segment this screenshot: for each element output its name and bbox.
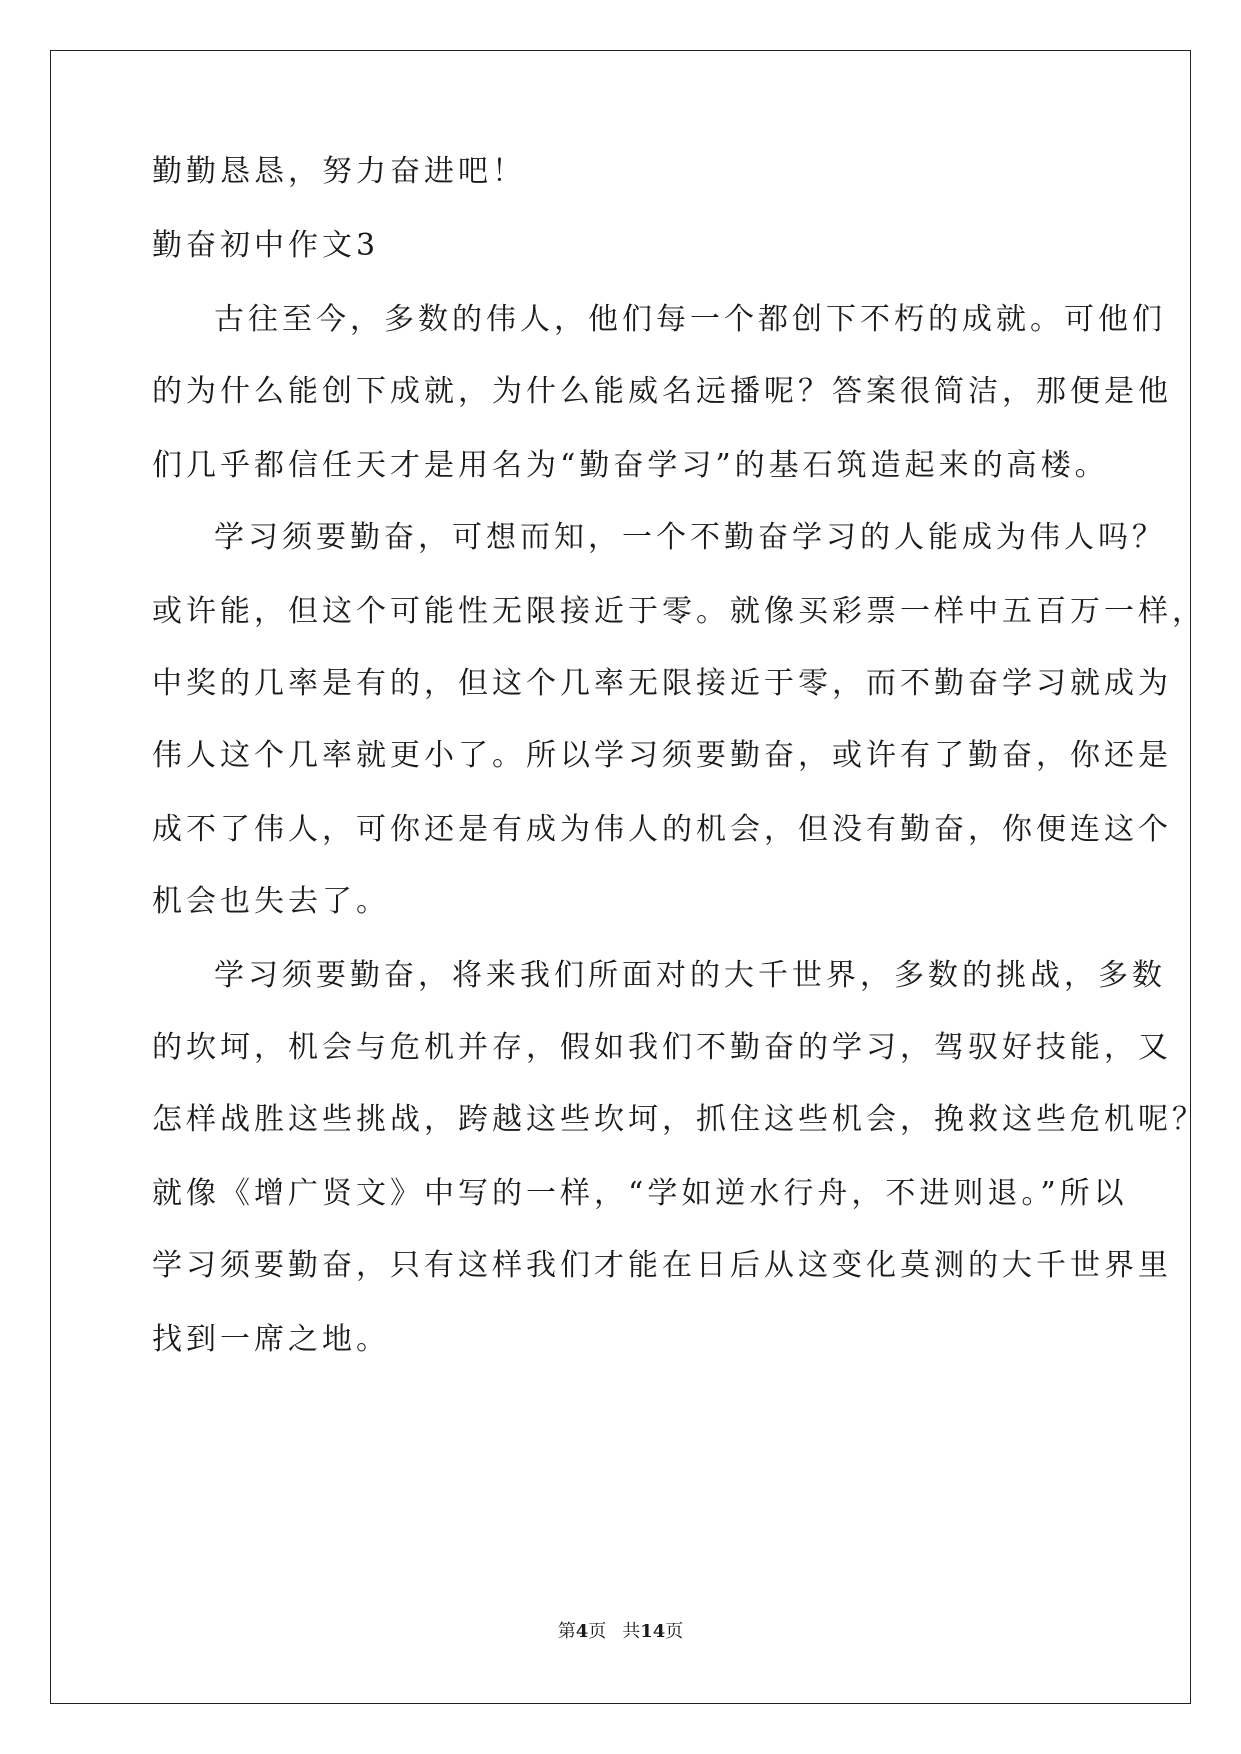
text-line: 找到一席之地。 [152, 1322, 390, 1357]
text-line: 中奖的几率是有的，但这个几率无限接近于零，而不勤奋学习就成为 [152, 666, 1172, 701]
text-line: 学习须要勤奋，只有这样我们才能在日后从这变化莫测的大千世界里 [152, 1248, 1172, 1283]
page-prefix: 第 [557, 1621, 576, 1642]
text-line: 学习须要勤奋，可想而知，一个不勤奋学习的人能成为伟人吗？ [214, 520, 1166, 555]
page-footer [0, 1620, 1241, 1644]
total-pages: 14 [640, 1621, 666, 1642]
page-frame [50, 50, 1191, 1704]
text-line: 怎样战胜这些挑战，跨越这些坎坷，抓住这些机会，挽救这些危机呢？ [152, 1102, 1206, 1137]
section-heading: 勤奋初中作文3 [152, 228, 380, 263]
text-line: 就像《增广贤文》中写的一样，“学如逆水行舟，不进则退。”所以 [152, 1176, 1128, 1211]
text-line: 机会也失去了。 [152, 884, 390, 919]
text-line: 勤勤恳恳，努力奋进吧！ [152, 154, 526, 189]
text-line: 学习须要勤奋，将来我们所面对的大千世界，多数的挑战，多数 [214, 958, 1166, 993]
text-line: 的为什么能创下成就，为什么能威名远播呢？答案很简洁，那便是他 [152, 374, 1172, 409]
text-line: 成不了伟人，可你还是有成为伟人的机会，但没有勤奋，你便连这个 [152, 812, 1172, 847]
page-suffix: 页 [588, 1621, 607, 1642]
text-line: 古往至今，多数的伟人，他们每一个都创下不朽的成就。可他们 [214, 302, 1166, 337]
total-prefix: 共 [622, 1621, 641, 1642]
text-line: 或许能，但这个可能性无限接近于零。就像买彩票一样中五百万一样， [152, 594, 1206, 629]
text-line: 伟人这个几率就更小了。所以学习须要勤奋，或许有了勤奋，你还是 [152, 738, 1172, 773]
page-number: 4 [575, 1621, 589, 1642]
text-line: 的坎坷，机会与危机并存，假如我们不勤奋的学习，驾驭好技能，又 [152, 1030, 1172, 1065]
total-suffix: 页 [665, 1621, 684, 1642]
text-line: 们几乎都信任天才是用名为“勤奋学习”的基石筑造起来的高楼。 [152, 448, 1109, 483]
